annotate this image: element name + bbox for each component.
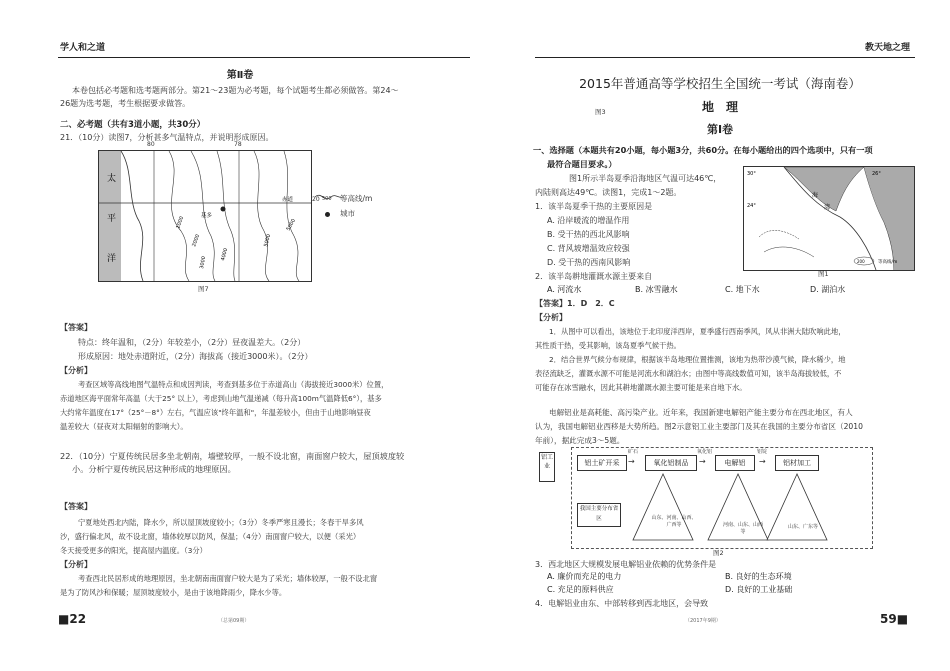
q2-option-c[interactable]: C. 地下水 xyxy=(725,285,760,294)
contour-line-4 xyxy=(254,151,269,281)
question-21: 21．（10分）读图7，分析甚多气温特点，并说明形成原因。 xyxy=(60,133,274,142)
analysis-21-label: 【分析】 xyxy=(60,366,92,375)
map-label-ping: 平 xyxy=(107,214,117,224)
answer-21-line-2: 形成原因：地处赤道附近，（2分）海拔高（接近3000米）。（2分） xyxy=(78,352,313,361)
answer-22-line-2: 沙，盛行偏北风，故不设北窗，墙体较厚以防风，保温；（4分）南面窗户较大，以便（采光） xyxy=(60,532,361,541)
q2-option-d[interactable]: D. 湖泊水 xyxy=(810,285,846,294)
q3-option-d[interactable]: D. 良好的工业基础 xyxy=(725,585,793,594)
figure-7-svg xyxy=(99,151,311,281)
chain-arrow-label-ingot: 铝锭 xyxy=(757,449,768,455)
distribution-label: 我国主要分布省区 xyxy=(577,503,621,527)
fig1-legend-value: 200 xyxy=(857,259,865,264)
left-footer-issue: （总第09期） xyxy=(218,618,250,624)
stem-2-line-2: 认为，我国电解铝业西移是大势所趋。图2示意铝工业主要部门及其在我国的主要分布省区（2010 xyxy=(535,422,863,431)
right-page-number: 59■ xyxy=(880,612,909,626)
q1-option-a[interactable]: A. 沿岸暖流的增温作用 xyxy=(547,216,630,225)
map-label-quito: 基多 xyxy=(201,213,213,219)
answer-22-line-3: 冬天接受更多的阳光，提高屋内温度。（3分） xyxy=(60,546,207,555)
analysis-1-2-line-4: 表径流缺乏，灌溉水源不可能是河流水和湖泊水；由图中等高线数值可知，该半岛海拔较低，不 xyxy=(535,369,842,378)
figure-7-map xyxy=(98,150,312,282)
stem-2-line-3: 年前），据此完成3～5题。 xyxy=(535,436,625,445)
triangle-alumina xyxy=(633,474,693,540)
triangle-1-text: 山东、河南、山西、广西等 xyxy=(651,515,697,528)
q3-option-c[interactable]: C. 充足的原料供应 xyxy=(547,585,614,594)
section-title: 第Ⅱ卷 xyxy=(226,70,254,81)
right-header-title: 教天地之理 xyxy=(864,43,910,53)
analysis-1-2-label: 【分析】 xyxy=(535,313,567,322)
contour-label-3000: 3000 xyxy=(199,255,208,270)
question-3: 3．西北地区大规模发展电解铝业依赖的优势条件是 xyxy=(535,560,717,569)
legend-city-dot xyxy=(325,212,330,217)
map-label-equator: 赤道 xyxy=(282,197,294,203)
figure-7-caption: 图7 xyxy=(198,285,209,293)
right-header-rule xyxy=(535,57,915,58)
legend-contour-label: 等高线/m xyxy=(340,194,373,203)
triangle-3-text: 山东、广东等 xyxy=(787,524,818,530)
choice-section-line-1: 一、选择题（本题共有20小题，每小题3分，共60分。在每小题给出的四个选项中，只有一项 xyxy=(533,145,873,155)
contour-label-5000-b: 5000 xyxy=(285,217,298,232)
analysis-1-2-line-2: 其性质干热，受其影响，该岛夏季气候干热。 xyxy=(535,341,681,350)
lon-label-78: 78 xyxy=(234,141,242,148)
q1-option-d[interactable]: D. 受干热的西南风影响 xyxy=(547,258,631,267)
legend-contour-value: 500 xyxy=(322,196,332,202)
contour-label-4000: 4000 xyxy=(220,247,230,262)
answer-1-2: 【答案】1．D 2．C xyxy=(535,299,615,308)
chain-arrow-label-alumina: 氧化铝 xyxy=(697,449,713,455)
contour-label-5000-a: 5000 xyxy=(263,233,273,248)
legend-city-label: 城市 xyxy=(340,209,355,218)
chain-box-electrolytic: 电解铝 xyxy=(715,455,755,471)
analysis-21-line-4: 温差较大（昼夜对太阳辐射的影响大）。 xyxy=(60,422,188,431)
quito-city-marker xyxy=(221,207,226,212)
question-1: 1．该半岛夏季干热的主要原因是 xyxy=(535,202,653,211)
analysis-22-label: 【分析】 xyxy=(60,560,92,569)
chain-arrow-2: → xyxy=(699,457,706,466)
question-4: 4．电解铝业由东、中部转移到西北地区，会导致 xyxy=(535,599,709,608)
q1-option-c[interactable]: C. 背风坡增温效应较强 xyxy=(547,244,630,253)
map-label-tai: 太 xyxy=(107,174,117,184)
analysis-1-2-line-3: 2．结合世界气候分布规律，根据该半岛地理位置推测，该地为热带沙漠气候，降水稀少，地 xyxy=(549,355,846,364)
stem-1-line-2: 内陆则高达49℃。读图1，完成1～2题。 xyxy=(535,188,682,197)
fig1-legend-label: 等高线/m xyxy=(878,260,898,265)
map-label-yang: 洋 xyxy=(107,254,117,264)
answer-21-label: 【答案】 xyxy=(60,323,92,332)
analysis-22-line-1: 考查西北民居形成的地理原因，坐北朝南南面窗户较大是为了采光；墙体较厚，一般不设北窗 xyxy=(78,574,378,583)
q3-option-b[interactable]: B. 良好的生态环境 xyxy=(725,572,792,581)
left-page-number: ■22 xyxy=(58,612,87,626)
stem-1-line-1: 图1所示半岛夏季沿海地区气温可达46℃， xyxy=(569,174,722,183)
analysis-1-2-line-5: 可能存在冰雪融水，因此其耕地灌溉水源主要可能是来自地下水。 xyxy=(535,383,747,392)
lon-label-80: 80 xyxy=(147,141,155,148)
stem-2-line-1: 电解铝业是高耗能、高污染产业。近年来，我国新建电解铝产能主要分布在西北地区，有人 xyxy=(549,408,853,417)
figure-1-caption: 图1 xyxy=(818,270,829,278)
chain-arrow-label-ore: 矿石 xyxy=(628,449,639,455)
intro-line-1: 本卷包括必考题和选考题两部分。第21～23题为必考题，每个试题考生都必须做答。第24～ xyxy=(72,86,399,95)
figure-1-svg xyxy=(744,167,914,270)
analysis-21-line-2: 赤道地区海平面常年高温（大于25° 以上），考虑到山地气温递减（每升高100m气温降低6°），基多 xyxy=(60,394,382,403)
choice-section-line-2: 最符合题目要求。） xyxy=(547,159,617,169)
coastline xyxy=(121,151,143,281)
chain-box-alumina: 氧化铝制品 xyxy=(645,455,697,471)
left-header-title: 学人和之道 xyxy=(60,43,106,53)
chain-side-label: 铝工业 xyxy=(539,452,555,482)
lat-label-0: 20 xyxy=(312,196,320,203)
figure-2-caption: 图2 xyxy=(713,549,724,557)
contour-line-3 xyxy=(217,151,235,281)
analysis-22-line-2: 是为了防风沙和保暖；屋顶坡度较小，是由于该地降雨少，降水少等。 xyxy=(60,588,287,597)
answer-22-label: 【答案】 xyxy=(60,502,92,511)
right-page xyxy=(475,0,950,671)
subject-title: 地 理 xyxy=(701,100,738,114)
fig1-label-sea: 海 xyxy=(812,192,819,199)
fig3-label: 图3 xyxy=(595,108,606,116)
question-2: 2．该半岛耕地灌溉水源主要来自 xyxy=(535,272,653,281)
fig1-label-bay: 湾 xyxy=(824,204,831,211)
contour-label-2000: 2000 xyxy=(191,233,202,248)
fig1-lat-top: 30° xyxy=(747,171,756,177)
left-header-rule xyxy=(58,57,470,58)
chain-arrow-3: → xyxy=(759,457,766,466)
right-footer-issue: （2017年9期） xyxy=(685,618,721,624)
q2-option-b[interactable]: B. 冰雪融水 xyxy=(635,285,678,294)
volume-title: 第Ⅰ卷 xyxy=(706,123,734,136)
chain-arrow-1: → xyxy=(628,457,635,466)
chain-box-mining: 铝土矿开采 xyxy=(577,455,627,471)
answer-21-line-1: 特点：终年温和，（2分）年较差小，（2分）昼夜温差大。（2分） xyxy=(78,338,306,347)
question-22-line-1: 22．（10分）宁夏传统民居多坐北朝南，墙壁较厚，一般不设北窗，南面窗户较大，屋顶坡度较 xyxy=(60,451,405,461)
exam-title: 2015年普通高等学校招生全国统一考试（海南卷） xyxy=(579,76,861,91)
triangle-2-text: 河南、山东、山西等 xyxy=(723,522,764,535)
contour-label-1000: 1000 xyxy=(175,215,186,230)
chain-box-processing: 铝材加工 xyxy=(775,455,819,471)
figure-1-map xyxy=(743,166,915,271)
section-2-heading: 二、必考题（共有3道小题，共30分） xyxy=(60,120,206,130)
sea-water xyxy=(864,167,914,270)
analysis-1-2-line-1: 1．从图中可以看出，该地位于北印度洋西岸，夏季盛行西南季风，风从非洲大陆吹响此地， xyxy=(549,327,846,336)
contour-line-5 xyxy=(284,151,299,281)
q2-option-a[interactable]: A. 河流水 xyxy=(547,285,582,294)
fig1-lat-left: 24° xyxy=(747,203,756,209)
analysis-21-line-1: 考查区域等高线地图气温特点和成因判读，考查到基多位于赤道高山（海拔接近3000米）位置， xyxy=(78,380,389,389)
question-22-line-2: 小。分析宁夏传统民居这种形成的地理原因。 xyxy=(72,464,236,474)
q1-option-b[interactable]: B. 受干热的西北风影响 xyxy=(547,230,630,239)
intro-line-2: 26题为选考题，考生根据要求做答。 xyxy=(60,99,191,108)
answer-22-line-1: 宁夏地处西北内陆，降水少，所以屋顶坡度较小；（3分）冬季严寒且漫长；冬春干旱多风 xyxy=(78,518,364,527)
analysis-21-line-3: 大约常年温度在17°（25°－8°）左右，气温应该"终年温和"，年温差较小，但由于山地影响昼夜 xyxy=(60,408,371,417)
q3-option-a[interactable]: A. 廉价而充足的电力 xyxy=(547,572,622,581)
fig1-lat-mid: 26° xyxy=(872,171,881,177)
